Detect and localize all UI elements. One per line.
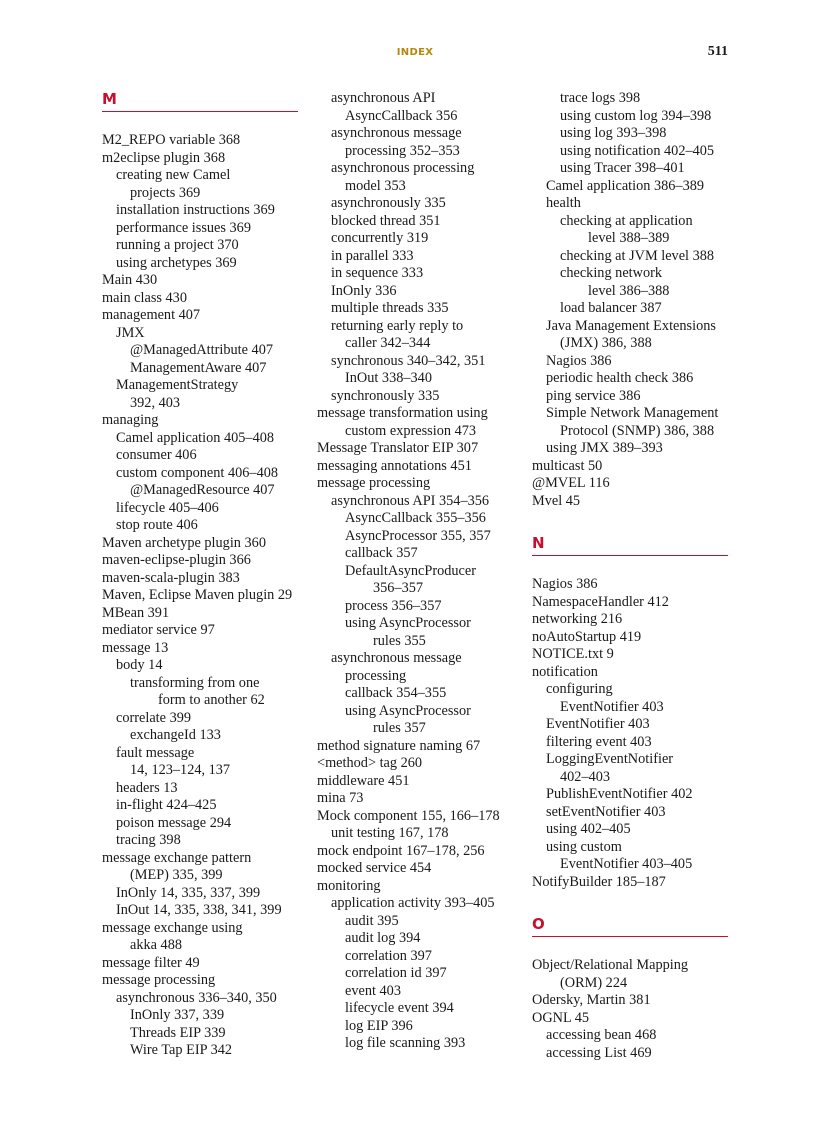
index-subentry: 402–403 — [560, 768, 611, 785]
index-subentry: Camel application 386–389 — [546, 177, 705, 194]
index-subentry: setEventNotifier 403 — [546, 803, 666, 820]
index-entry: mina 73 — [317, 790, 364, 806]
index-subentry: custom component 406–408 — [116, 464, 279, 481]
index-subentry: audit log 394 — [345, 930, 421, 946]
index-subentry: health — [546, 195, 581, 211]
index-subentry: projects 369 — [130, 184, 201, 201]
index-subentry: asynchronous message — [331, 650, 462, 666]
index-subentry: InOnly 14, 335, 337, 399 — [116, 884, 261, 901]
index-subentry: callback 354–355 — [345, 685, 447, 701]
index-subentry: Camel application 405–408 — [116, 429, 275, 446]
index-subentry: level 388–389 — [588, 230, 670, 246]
index-entry: middleware 451 — [317, 772, 410, 789]
index-subentry: exchangeId 133 — [130, 727, 221, 743]
index-entry: NotifyBuilder 185–187 — [532, 873, 666, 890]
index-subentry: audit 395 — [345, 912, 399, 929]
index-subentry: configuring — [546, 681, 613, 697]
section-letter-heading: N — [532, 534, 728, 556]
index-entry: messaging annotations 451 — [317, 457, 472, 474]
index-subentry: ManagementAware 407 — [130, 359, 267, 376]
page-number: 511 — [707, 44, 728, 59]
index-subentry: returning early reply to — [331, 317, 464, 334]
index-entry: managing — [102, 412, 159, 428]
index-entry: management 407 — [102, 307, 201, 323]
index-subentry: accessing List 469 — [546, 1044, 652, 1061]
index-entry: message exchange pattern — [102, 849, 252, 866]
index-subentry: @ManagedAttribute 407 — [130, 342, 273, 358]
index-entry: MBean 391 — [102, 604, 170, 621]
index-subentry: 392, 403 — [130, 394, 181, 411]
index-subentry: EventNotifier 403 — [560, 698, 664, 715]
index-subentry: application activity 393–405 — [331, 895, 495, 911]
index-subentry: form to another 62 — [158, 692, 265, 708]
index-entry: message filter 49 — [102, 954, 200, 971]
index-subentry: filtering event 403 — [546, 733, 652, 750]
index-subentry: asynchronous message — [331, 125, 462, 141]
index-entry: Maven archetype plugin 360 — [102, 534, 266, 551]
index-subentry: in sequence 333 — [331, 265, 424, 281]
index-subentry: (ORM) 224 — [560, 974, 628, 991]
index-subentry: using Tracer 398–401 — [560, 160, 685, 176]
index-column-1 — [102, 90, 308, 1060]
index-entry: networking 216 — [532, 611, 623, 627]
index-subentry: correlation id 397 — [345, 965, 447, 981]
index-subentry: DefaultAsyncProducer — [345, 562, 477, 579]
index-subentry: InOut 338–340 — [345, 370, 432, 386]
index-subentry: poison message 294 — [116, 814, 232, 831]
index-subentry: installation instructions 369 — [116, 202, 275, 218]
index-entry: Object/Relational Mapping — [532, 957, 689, 973]
index-subentry: level 386–388 — [588, 282, 670, 299]
index-subentry: stop route 406 — [116, 517, 198, 533]
index-subentry: EventNotifier 403–405 — [560, 856, 693, 872]
index-subentry: using custom log 394–398 — [560, 107, 712, 124]
index-entry: m2eclipse plugin 368 — [102, 149, 226, 166]
section-letter-heading: O — [532, 915, 728, 937]
index-subentry: concurrently 319 — [331, 230, 429, 246]
index-subentry: transforming from one — [130, 674, 260, 691]
index-subentry: unit testing 167, 178 — [331, 825, 449, 841]
index-subentry: multiple threads 335 — [331, 300, 449, 316]
index-subentry: Wire Tap EIP 342 — [130, 1042, 233, 1058]
index-subentry: synchronously 335 — [331, 387, 440, 404]
index-subentry: @ManagedResource 407 — [130, 482, 275, 498]
index-subentry: callback 357 — [345, 545, 418, 561]
index-subentry: ManagementStrategy — [116, 377, 239, 393]
index-subentry: log file scanning 393 — [345, 1035, 466, 1051]
index-subentry: Protocol (SNMP) 386, 388 — [560, 422, 715, 439]
index-entry: message transformation using — [317, 405, 488, 421]
index-subentry: rules 357 — [373, 720, 426, 736]
index-entry: NOTICE.txt 9 — [532, 646, 614, 662]
index-subentry: Nagios 386 — [546, 352, 612, 369]
index-subentry: model 353 — [345, 177, 406, 194]
index-subentry: 14, 123–124, 137 — [130, 762, 231, 778]
index-entry: Odersky, Martin 381 — [532, 992, 651, 1008]
index-subentry: tracing 398 — [116, 832, 181, 848]
index-entry: Maven, Eclipse Maven plugin 29 — [102, 587, 293, 603]
index-subentry: asynchronous API 354–356 — [331, 492, 490, 509]
index-entry: message processing — [102, 972, 216, 988]
index-entry: message processing — [317, 475, 431, 491]
index-entry: main class 430 — [102, 289, 187, 306]
index-subentry: asynchronously 335 — [331, 195, 446, 211]
index-entry: Nagios 386 — [532, 576, 598, 592]
index-subentry: fault message — [116, 744, 195, 761]
index-subentry: asynchronous 336–340, 350 — [116, 989, 277, 1006]
index-subentry: EventNotifier 403 — [546, 716, 650, 732]
index-entry: mocked service 454 — [317, 860, 432, 876]
index-entry: message 13 — [102, 639, 169, 656]
index-subentry: in parallel 333 — [331, 247, 414, 264]
index-subentry: using AsyncProcessor — [345, 702, 471, 719]
index-subentry: using 402–405 — [546, 821, 631, 837]
index-subentry: checking at JVM level 388 — [560, 247, 715, 264]
index-entry: maven-scala-plugin 383 — [102, 569, 240, 586]
index-subentry: running a project 370 — [116, 237, 239, 253]
index-subentry: LoggingEventNotifier — [546, 751, 674, 767]
index-subentry: processing — [345, 667, 407, 684]
index-subentry: load balancer 387 — [560, 300, 662, 316]
index-subentry: (MEP) 335, 399 — [130, 867, 223, 883]
index-subentry: rules 355 — [373, 632, 426, 649]
index-subentry: caller 342–344 — [345, 335, 431, 351]
index-subentry: AsyncCallback 355–356 — [345, 510, 486, 526]
index-subentry: lifecycle event 394 — [345, 1000, 454, 1016]
index-subentry: JMX — [116, 324, 145, 341]
index-subentry: blocked thread 351 — [331, 212, 441, 229]
index-subentry: processing 352–353 — [345, 142, 460, 159]
index-subentry: checking at application — [560, 212, 693, 229]
index-entry: OGNL 45 — [532, 1009, 590, 1026]
index-subentry: trace logs 398 — [560, 90, 641, 106]
index-subentry: custom expression 473 — [345, 422, 477, 439]
index-entry: maven-eclipse-plugin 366 — [102, 552, 251, 568]
index-subentry: process 356–357 — [345, 597, 442, 614]
index-subentry: AsyncCallback 356 — [345, 107, 458, 124]
index-subentry: lifecycle 405–406 — [116, 499, 219, 516]
index-entry: Message Translator EIP 307 — [317, 440, 479, 456]
section-letter-heading: M — [102, 90, 298, 112]
index-entry: method signature naming 67 — [317, 737, 481, 754]
index-subentry: consumer 406 — [116, 447, 197, 463]
index-subentry: InOnly 336 — [331, 282, 397, 299]
index-subentry: PublishEventNotifier 402 — [546, 786, 693, 802]
index-subentry: correlate 399 — [116, 709, 192, 726]
index-subentry: Threads EIP 339 — [130, 1024, 226, 1041]
index-subentry: using notification 402–405 — [560, 142, 715, 159]
index-subentry: event 403 — [345, 982, 401, 999]
index-subentry: using custom — [546, 838, 622, 855]
index-entry: notification — [532, 663, 598, 680]
index-subentry: InOut 14, 335, 338, 341, 399 — [116, 902, 282, 918]
index-entry: M2_REPO variable 368 — [102, 132, 241, 148]
index-subentry: creating new Camel — [116, 167, 231, 183]
index-subentry: using log 393–398 — [560, 125, 667, 141]
index-subentry: accessing bean 468 — [546, 1027, 657, 1043]
index-subentry: Java Management Extensions — [546, 317, 716, 334]
index-subentry: body 14 — [116, 657, 163, 673]
index-subentry: asynchronous processing — [331, 160, 475, 176]
index-entry: Main 430 — [102, 272, 158, 288]
index-entry: mediator service 97 — [102, 622, 215, 638]
index-subentry: log EIP 396 — [345, 1017, 413, 1034]
index-subentry: in-flight 424–425 — [116, 797, 217, 813]
index-subentry: using AsyncProcessor — [345, 615, 471, 631]
index-subentry: performance issues 369 — [116, 219, 251, 236]
index-subentry: correlation 397 — [345, 947, 432, 964]
index-entry: NamespaceHandler 412 — [532, 593, 669, 610]
index-subentry: akka 488 — [130, 937, 183, 953]
index-subentry: asynchronous API — [331, 90, 436, 106]
index-entry: multicast 50 — [532, 457, 603, 474]
index-subentry: synchronous 340–342, 351 — [331, 352, 486, 369]
index-subentry: checking network — [560, 265, 663, 281]
index-entry: mock endpoint 167–178, 256 — [317, 842, 485, 859]
index-subentry: InOnly 337, 339 — [130, 1007, 225, 1023]
index-entry: @MVEL 116 — [532, 475, 610, 491]
index-column-2 — [317, 90, 523, 1053]
index-subentry: using JMX 389–393 — [546, 440, 663, 456]
index-subentry: Simple Network Management — [546, 405, 719, 421]
index-entry: monitoring — [317, 877, 381, 894]
index-subentry: (JMX) 386, 388 — [560, 335, 652, 351]
index-entry: <method> tag 260 — [317, 755, 423, 771]
index-entry: message exchange using — [102, 919, 243, 936]
index-entry: Mock component 155, 166–178 — [317, 807, 500, 824]
index-subentry: using archetypes 369 — [116, 254, 237, 271]
index-subentry: periodic health check 386 — [546, 370, 694, 386]
index-subentry: headers 13 — [116, 779, 178, 796]
index-subentry: 356–357 — [373, 580, 424, 596]
index-entry: Mvel 45 — [532, 492, 581, 509]
index-entry: noAutoStartup 419 — [532, 628, 642, 645]
running-head-title: INDEX — [396, 47, 434, 58]
index-column-3 — [532, 90, 738, 1062]
index-subentry: AsyncProcessor 355, 357 — [345, 527, 491, 544]
index-subentry: ping service 386 — [546, 387, 641, 404]
